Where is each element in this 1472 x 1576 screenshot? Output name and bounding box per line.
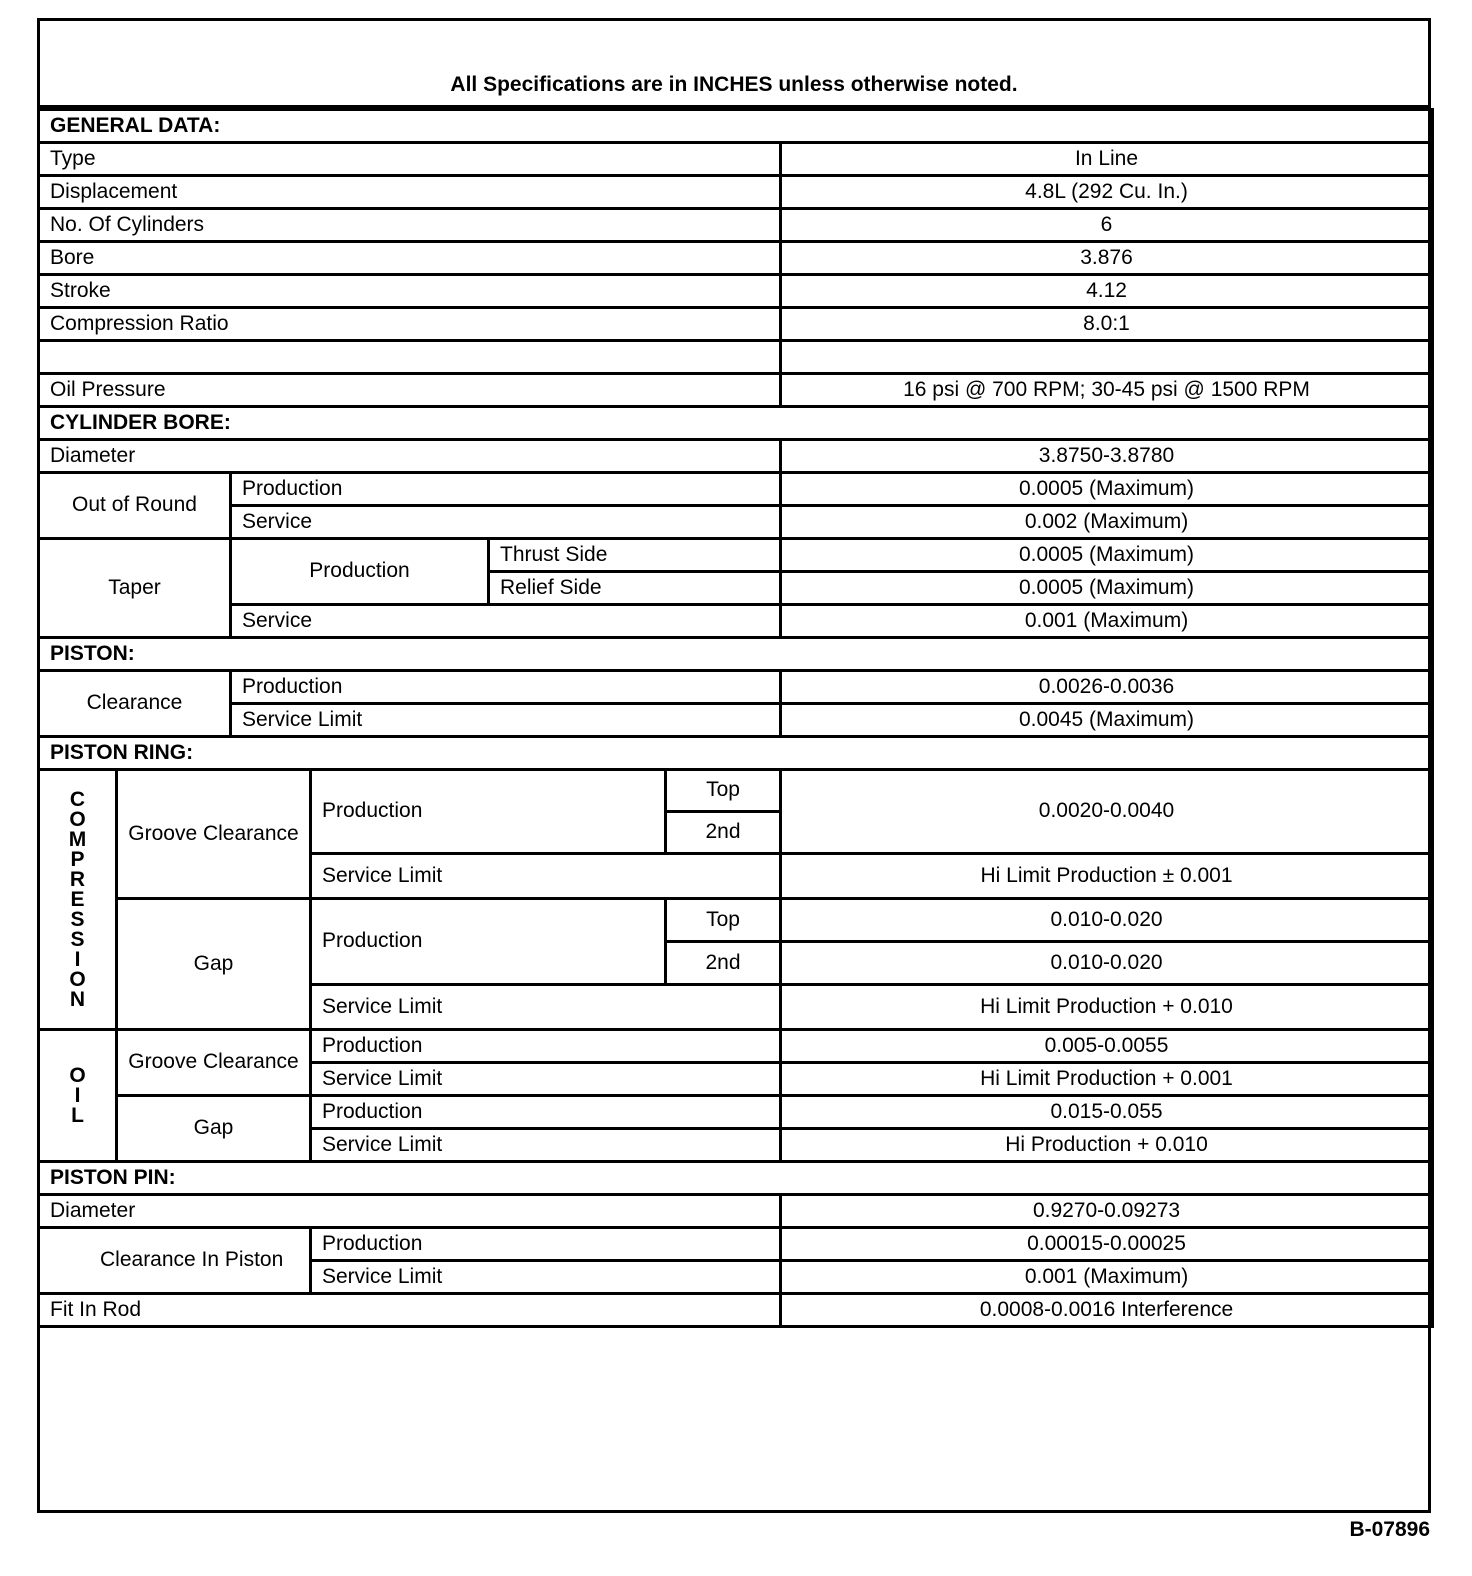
row-value: 3.876 xyxy=(781,242,1433,275)
row-label: Production xyxy=(311,1228,781,1261)
table-row xyxy=(39,440,1433,473)
row-value: 0.001 (Maximum) xyxy=(781,605,1433,638)
row-label: Service Limit xyxy=(311,1063,781,1096)
row-label: Relief Side xyxy=(489,572,781,605)
row-value: 0.0008-0.0016 Interference xyxy=(781,1294,1433,1327)
table-row xyxy=(39,275,1433,308)
section-heading: PISTON: xyxy=(39,638,1433,671)
row-value: 0.015-0.055 xyxy=(781,1096,1433,1129)
top-label: Top xyxy=(667,771,779,813)
row-label: Service Limit xyxy=(311,1129,781,1162)
group-label: Clearance xyxy=(39,671,231,737)
row-label: Service Limit xyxy=(311,1261,781,1294)
table-row xyxy=(39,506,1433,539)
row-label: Type xyxy=(39,143,781,176)
table-row xyxy=(39,143,1433,176)
oil-vertical-label xyxy=(39,1030,117,1162)
row-value: Hi Production + 0.010 xyxy=(781,1129,1433,1162)
row-label: Bore xyxy=(39,242,781,275)
row-value: 0.010-0.020 xyxy=(781,942,1433,985)
group-label: Out of Round xyxy=(39,473,231,539)
figure-code: B-07896 xyxy=(1349,1518,1430,1541)
row-value: 3.8750-3.8780 xyxy=(781,440,1433,473)
row-label: Production xyxy=(231,671,781,704)
table-row xyxy=(39,209,1433,242)
row-label: Service Limit xyxy=(311,985,781,1030)
row-value: 6 xyxy=(781,209,1433,242)
compression-vertical-label xyxy=(39,770,117,1030)
table-row xyxy=(39,704,1433,737)
row-value: 0.0026-0.0036 xyxy=(781,671,1433,704)
row-label: Oil Pressure xyxy=(39,374,781,407)
row-value: 4.12 xyxy=(781,275,1433,308)
second-label: 2nd xyxy=(705,820,741,844)
row-label: Thrust Side xyxy=(489,539,781,572)
row-label: Stroke xyxy=(39,275,781,308)
table-row xyxy=(39,899,1433,942)
vertical-text: C O M P R E S S I O N xyxy=(68,787,87,1011)
row-label: Production xyxy=(231,473,781,506)
row-value: 0.0005 (Maximum) xyxy=(781,539,1433,572)
section-row-general xyxy=(39,110,1433,143)
row-value: 0.9270-0.09273 xyxy=(781,1195,1433,1228)
table-row xyxy=(39,1096,1433,1129)
row-value: In Line xyxy=(781,143,1433,176)
page-title: All Specifications are in INCHES unless otherwise noted. xyxy=(40,18,1428,108)
row-value: 8.0:1 xyxy=(781,308,1433,341)
group-label: Clearance In Piston xyxy=(39,1228,311,1294)
row-label: Production xyxy=(311,1030,781,1063)
row-label: Service xyxy=(231,605,781,638)
section-heading: PISTON PIN: xyxy=(39,1162,1433,1195)
section-row-piston-pin xyxy=(39,1162,1433,1195)
section-row-cylinder-bore xyxy=(39,407,1433,440)
row-value: 0.0005 (Maximum) xyxy=(781,473,1433,506)
row-value: 4.8L (292 Cu. In.) xyxy=(781,176,1433,209)
row-value: 0.0005 (Maximum) xyxy=(781,572,1433,605)
group-label: Groove Clearance xyxy=(117,770,311,899)
spec-table xyxy=(37,108,1434,1328)
row-label: Production xyxy=(311,1096,781,1129)
row-label: Service Limit xyxy=(231,704,781,737)
section-row-piston-ring xyxy=(39,737,1433,770)
table-row xyxy=(39,671,1433,704)
row-value: 0.002 (Maximum) xyxy=(781,506,1433,539)
table-row xyxy=(39,1195,1433,1228)
row-label: Fit In Rod xyxy=(39,1294,781,1327)
row-label: Displacement xyxy=(39,176,781,209)
row-value: Hi Limit Production + 0.010 xyxy=(781,985,1433,1030)
row-value: Hi Limit Production ± 0.001 xyxy=(781,854,1433,899)
table-row xyxy=(39,1294,1433,1327)
production-label: Production xyxy=(322,929,423,953)
top-label: Top xyxy=(667,900,779,943)
row-label: Diameter xyxy=(39,440,781,473)
row-value: 0.001 (Maximum) xyxy=(781,1261,1433,1294)
row-value: 0.0020-0.0040 xyxy=(781,770,1433,854)
row-label: Service Limit xyxy=(311,854,781,899)
row-value xyxy=(781,341,1433,374)
table-row xyxy=(39,1030,1433,1063)
row-value: 0.005-0.0055 xyxy=(781,1030,1433,1063)
group-label: Taper xyxy=(39,539,231,638)
table-row xyxy=(39,374,1433,407)
table-row xyxy=(39,176,1433,209)
table-row xyxy=(39,308,1433,341)
vertical-text: O I L xyxy=(69,1063,86,1127)
row-label: No. Of Cylinders xyxy=(39,209,781,242)
group-label: Gap xyxy=(117,899,311,1030)
table-row xyxy=(39,242,1433,275)
table-row xyxy=(39,1228,1433,1261)
section-heading: GENERAL DATA: xyxy=(39,110,1433,143)
table-row xyxy=(39,539,1433,572)
section-heading: CYLINDER BORE: xyxy=(39,407,1433,440)
top-2nd-cells xyxy=(664,900,779,983)
row-label xyxy=(39,341,781,374)
production-label: Production xyxy=(322,799,423,823)
table-row xyxy=(39,473,1433,506)
table-row xyxy=(39,341,1433,374)
row-label xyxy=(311,899,781,985)
sub-group-label: Production xyxy=(231,539,489,605)
row-value: 0.00015-0.00025 xyxy=(781,1228,1433,1261)
top-2nd-cells xyxy=(664,771,779,852)
section-heading: PISTON RING: xyxy=(39,737,1433,770)
row-label: Compression Ratio xyxy=(39,308,781,341)
second-label: 2nd xyxy=(705,950,741,974)
section-row-piston xyxy=(39,638,1433,671)
group-label: Gap xyxy=(117,1096,311,1162)
row-value: 0.010-0.020 xyxy=(781,899,1433,942)
table-row xyxy=(39,605,1433,638)
row-value: 16 psi @ 700 RPM; 30-45 psi @ 1500 RPM xyxy=(781,374,1433,407)
row-label: Service xyxy=(231,506,781,539)
row-label xyxy=(311,770,781,854)
row-label: Diameter xyxy=(39,1195,781,1228)
row-value: 0.0045 (Maximum) xyxy=(781,704,1433,737)
row-value: Hi Limit Production + 0.001 xyxy=(781,1063,1433,1096)
group-label: Groove Clearance xyxy=(117,1030,311,1096)
